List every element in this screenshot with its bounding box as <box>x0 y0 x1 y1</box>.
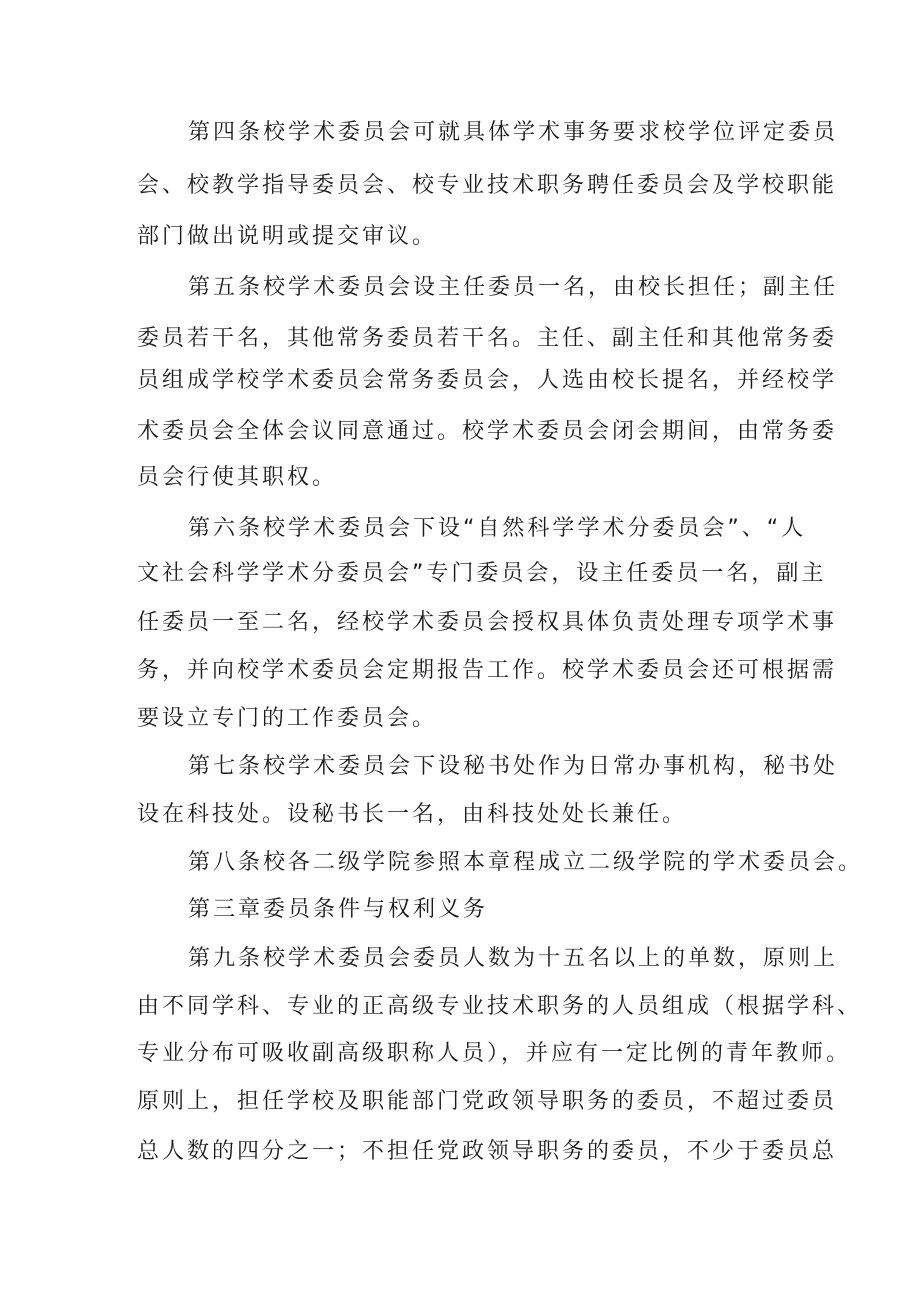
article-5-line-1: 第五条校学术委员会设主任委员一名，由校长担任；副主任 <box>188 275 839 300</box>
article-9-line-3: 专业分布可吸收副高级职称人员），并应有一定比例的青年教师。 <box>137 1041 852 1066</box>
article-5-line-4: 术委员会全体会议同意通过。校学术委员会闭会期间，由常务委 <box>137 419 838 444</box>
article-6-line-5: 要设立专门的工作委员会。 <box>137 706 438 731</box>
article-9-line-4: 原则上，担任学校及职能部门党政领导职务的委员，不超过委员 <box>137 1089 838 1114</box>
article-6-line-1: 第六条校学术委员会下设“自然科学学术分委员会”、“人 <box>188 516 807 541</box>
article-8-line-1: 第八条校各二级学院参照本章程成立二级学院的学术委员会。 <box>188 850 864 875</box>
article-6-line-4: 务，并向校学术委员会定期报告工作。校学术委员会还可根据需 <box>137 658 838 683</box>
article-9-line-2: 由不同学科、专业的正高级专业技术职务的人员组成（根据学科、 <box>137 994 863 1019</box>
article-4-line-3: 部门做出说明或提交审议。 <box>137 224 438 249</box>
article-6-line-3: 任委员一至二名，经校学术委员会授权具体负责处理专项学术事 <box>137 610 838 635</box>
article-4-line-2: 会、校教学指导委员会、校专业技术职务聘任委员会及学校职能 <box>137 173 838 198</box>
article-9-line-1: 第九条校学术委员会委员人数为十五名以上的单数，原则上 <box>188 946 839 971</box>
article-4-line-1: 第四条校学术委员会可就具体学术事务要求校学位评定委员 <box>188 120 839 145</box>
article-5-line-2: 委员若干名，其他常务委员若干名。主任、副主任和其他常务委 <box>137 326 838 351</box>
article-5-line-3: 员组成学校学术委员会常务委员会，人选由校长提名，并经校学 <box>137 368 838 393</box>
article-7-line-2: 设在科技处。设秘书长一名，由科技处处长兼任。 <box>137 802 688 827</box>
article-9-line-5: 总人数的四分之一；不担任党政领导职务的委员，不少于委员总 <box>137 1139 838 1164</box>
chapter-3-heading: 第三章委员条件与权利义务 <box>188 897 489 922</box>
article-7-line-1: 第七条校学术委员会下设秘书处作为日常办事机构，秘书处 <box>188 754 839 779</box>
article-6-line-2: 文社会科学学术分委员会”专门委员会，设主任委员一名，副主 <box>137 561 827 586</box>
article-5-line-5: 员会行使其职权。 <box>137 465 338 490</box>
